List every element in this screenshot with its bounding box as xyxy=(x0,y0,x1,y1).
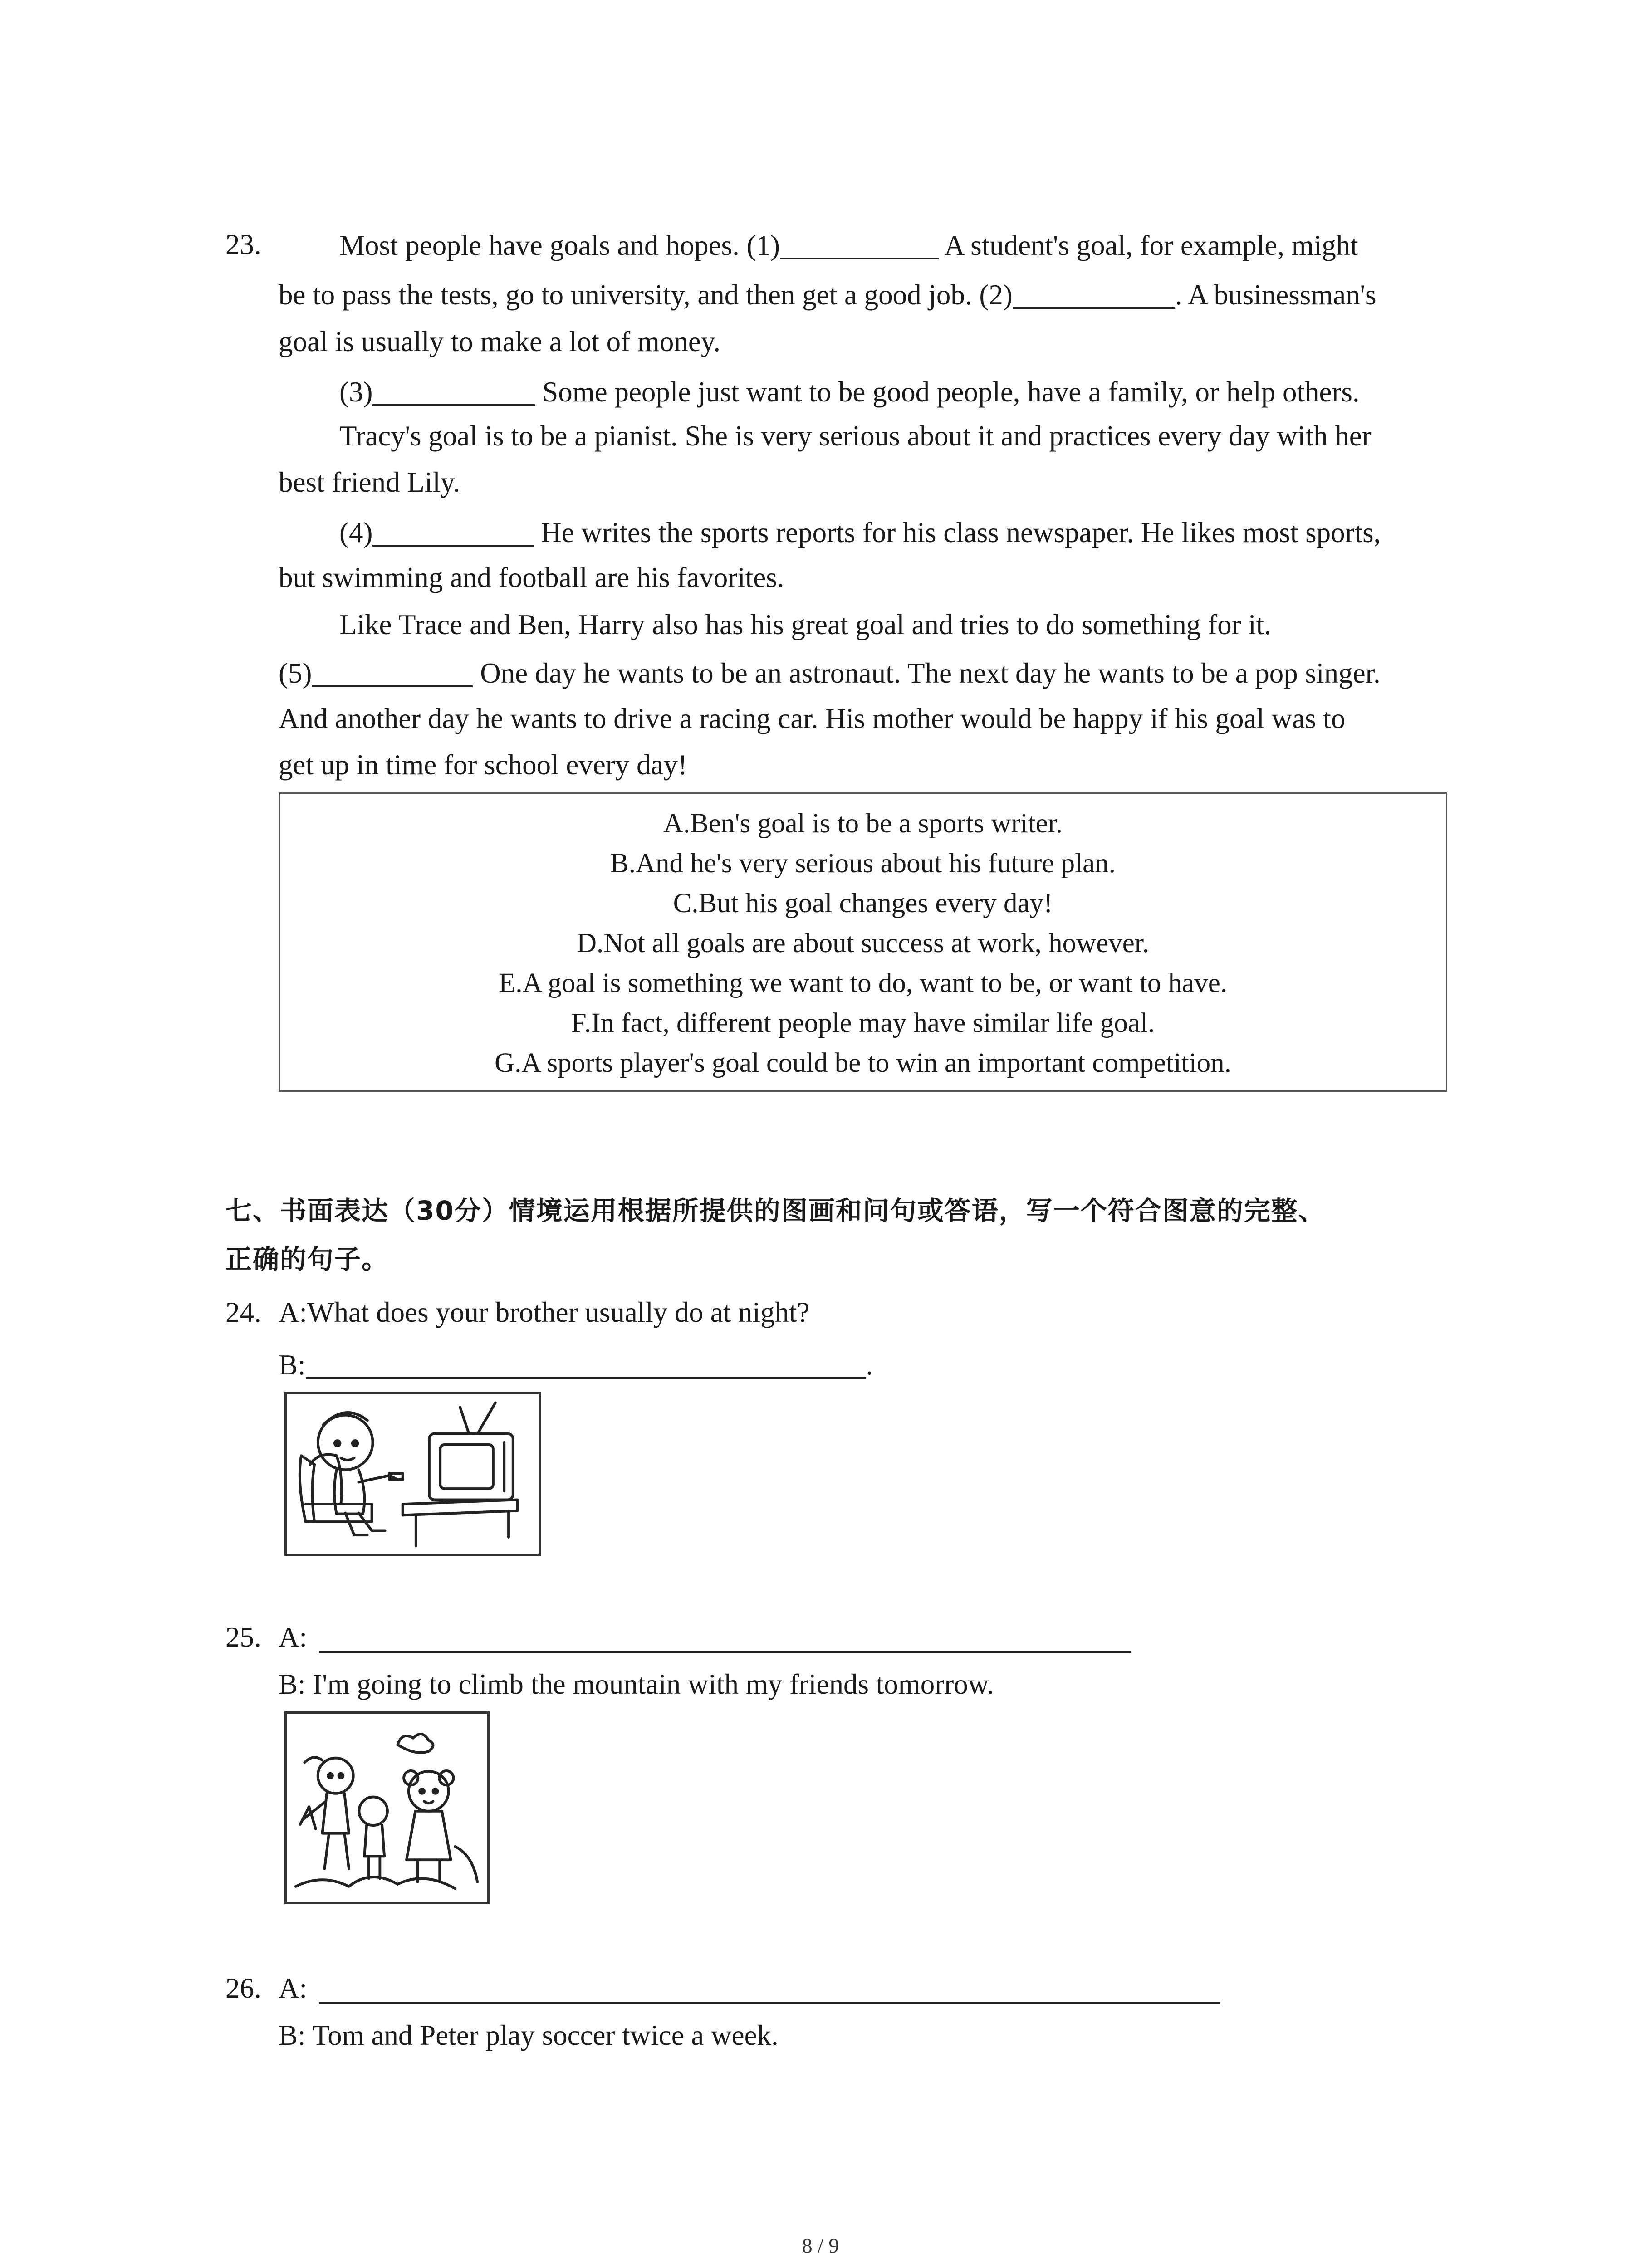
question-line: A:What does your brother usually do at night? xyxy=(279,1296,810,1328)
answer-blank-1[interactable] xyxy=(780,230,939,259)
boy-watching-tv-drawing xyxy=(287,1394,539,1554)
answer-blank[interactable] xyxy=(306,1350,866,1379)
passage-line xyxy=(339,230,1358,260)
section-heading: 七、书面表达（30分）情境运用根据所提供的图画和问句或答语，写一个符合图意的完整、 xyxy=(225,1195,1326,1226)
answer-blank[interactable] xyxy=(319,1979,1220,2004)
passage-line: goal is usually to make a lot of money. xyxy=(279,326,720,357)
option-a: A.Ben's goal is to be a sports writer. xyxy=(663,808,1063,839)
answer-line xyxy=(279,1350,873,1379)
passage-line: get up in time for school every day! xyxy=(279,749,687,781)
option-g: G.A sports player's goal could be to win an important competition. xyxy=(495,1048,1231,1078)
answer-blank-4[interactable] xyxy=(372,518,534,547)
answer-blank-5[interactable] xyxy=(312,658,473,687)
boy-watching-tv-illustration xyxy=(284,1392,541,1556)
page-indicator: 8 / 9 xyxy=(802,2234,839,2257)
question-number: 23. xyxy=(225,229,261,260)
option-c: C.But his goal changes every day! xyxy=(673,888,1053,919)
option-b: B.And he's very serious about his future plan. xyxy=(610,848,1116,879)
question-number: 26. xyxy=(225,1972,261,2004)
options-box xyxy=(279,792,1447,1092)
question-line xyxy=(279,1623,307,1652)
question-number: 24. xyxy=(225,1296,261,1328)
answer-end: . xyxy=(866,1349,873,1381)
passage-line xyxy=(279,658,1381,688)
question-number: 25. xyxy=(225,1621,261,1653)
passage-text: (3) xyxy=(339,376,373,408)
answer-label: A: xyxy=(279,1972,307,2004)
passage-text: . A businessman's xyxy=(1175,279,1376,311)
passage-line: best friend Lily. xyxy=(279,466,460,498)
question-line xyxy=(279,1974,307,2003)
answer-label: A: xyxy=(279,1621,307,1653)
answer-blank[interactable] xyxy=(319,1628,1131,1653)
passage-text: Some people just want to be good people, have a family, or help others. xyxy=(535,376,1360,408)
passage-text: be to pass the tests, go to university, and then get a good job. (2) xyxy=(279,279,1013,311)
passage-line xyxy=(279,280,1376,309)
passage-line: And another day he wants to drive a racing car. His mother would be happy if his goal was to xyxy=(279,703,1346,734)
passage-line xyxy=(339,518,1381,547)
answer-blank-2[interactable] xyxy=(1013,280,1175,309)
answer-line: B: I'm going to climb the mountain with my friends tomorrow. xyxy=(279,1668,994,1700)
passage-text: One day he wants to be an astronaut. The next day he wants to be a pop singer. xyxy=(473,657,1381,689)
passage-text: (4) xyxy=(339,517,373,548)
option-d: D.Not all goals are about success at work, however. xyxy=(577,928,1149,958)
passage-text: (5) xyxy=(279,657,312,689)
answer-label: B: xyxy=(279,1349,306,1381)
option-e: E.A goal is something we want to do, want to be, or want to have. xyxy=(498,968,1228,998)
friends-climbing-illustration xyxy=(284,1711,490,1904)
passage-line xyxy=(339,377,1360,406)
passage-text: He writes the sports reports for his class newspaper. He likes most sports, xyxy=(534,517,1381,548)
section-heading: 正确的句子。 xyxy=(225,1244,389,1275)
passage-line: Like Trace and Ben, Harry also has his great goal and tries to do something for it. xyxy=(339,609,1272,640)
option-f: F.In fact, different people may have similar life goal. xyxy=(571,1008,1155,1038)
passage-text: Most people have goals and hopes. (1) xyxy=(339,230,780,261)
answer-blank-3[interactable] xyxy=(372,377,535,406)
passage-line: Tracy's goal is to be a pianist. She is very serious about it and practices every day with her xyxy=(339,420,1372,452)
answer-line: B: Tom and Peter play soccer twice a week. xyxy=(279,2019,779,2051)
friends-climbing-drawing xyxy=(287,1714,487,1902)
passage-line: but swimming and football are his favorites. xyxy=(279,562,784,593)
passage-text: A student's goal, for example, might xyxy=(939,230,1358,261)
